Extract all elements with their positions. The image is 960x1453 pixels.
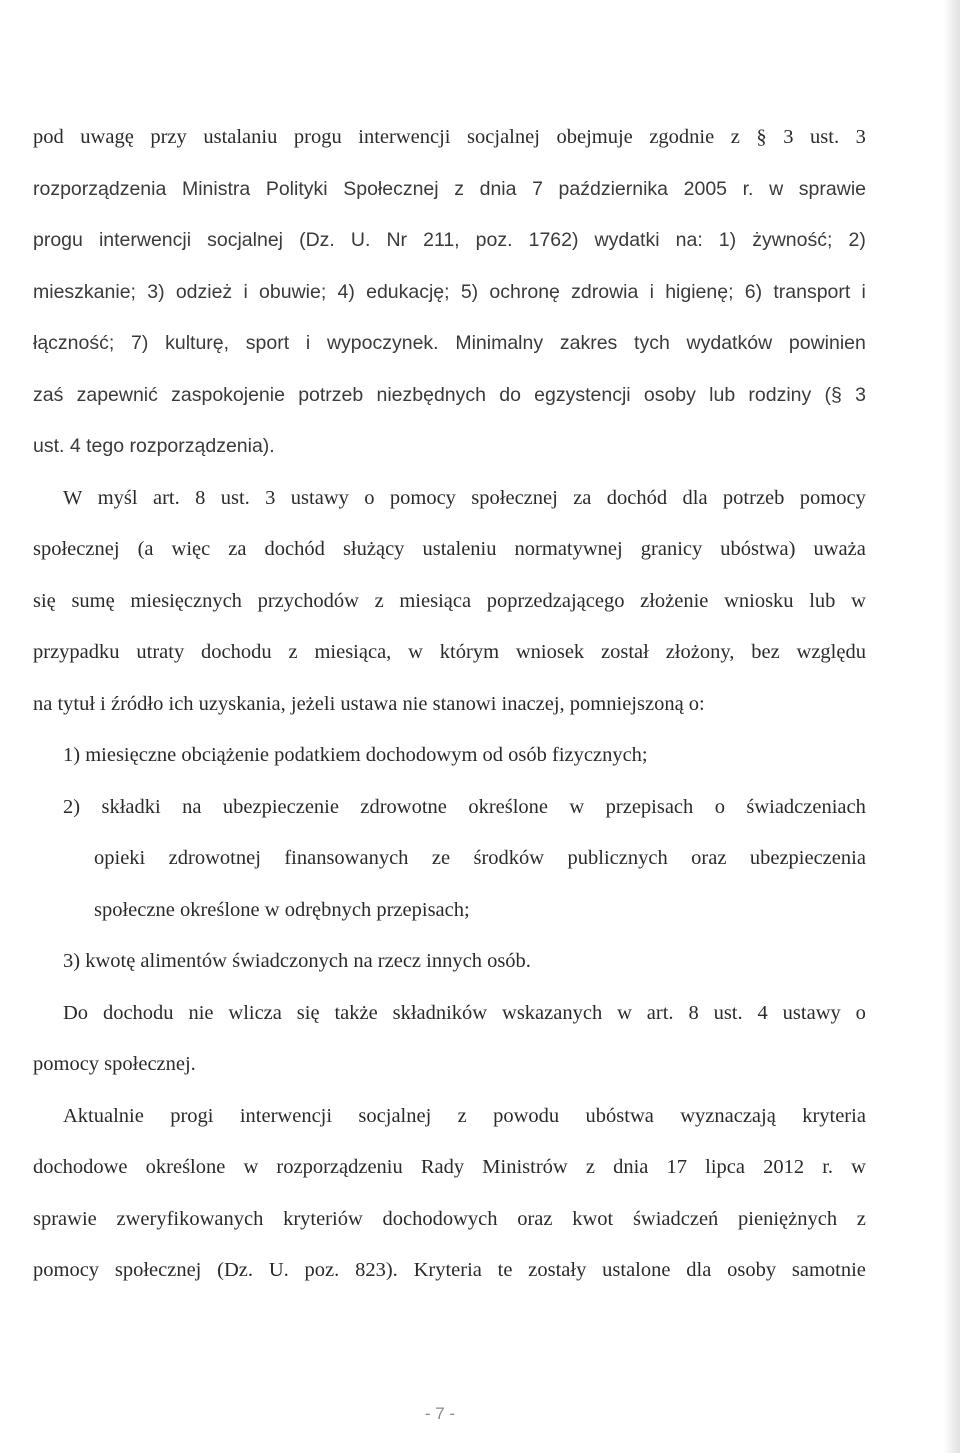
- text-line: łączność; 7) kulturę, sport i wypoczynek. Minimalny zakres tych wydatków powinien: [33, 332, 866, 354]
- text-line: W myśl art. 8 ust. 3 ustawy o pomocy społecznej za dochód dla potrzeb pomocy: [63, 486, 866, 509]
- text-line: 1) miesięczne obciążenie podatkiem dochodowym od osób fizycznych;: [63, 744, 648, 766]
- text-line: pomocy społecznej.: [33, 1053, 196, 1075]
- text-line: rozporządzenia Ministra Polityki Społecznej z dnia 7 października 2005 r. w sprawie: [33, 177, 866, 200]
- text-line: progu interwencji socjalnej (Dz. U. Nr 211, poz. 1762) wydatki na: 1) żywność; 2): [33, 229, 866, 251]
- text-line: społeczne określone w odrębnych przepisach;: [94, 898, 470, 921]
- text-line: społecznej (a więc za dochód służący ustaleniu normatywnej granicy ubóstwa) uważa: [33, 538, 866, 560]
- text-line: ust. 4 tego rozporządzenia).: [33, 435, 275, 457]
- text-line: pod uwagę przy ustalaniu progu interwencji socjalnej obejmuje zgodnie z § 3 ust. 3: [33, 126, 866, 148]
- text-line: sprawie zweryfikowanych kryteriów dochodowych oraz kwot świadczeń pieniężnych z: [33, 1207, 866, 1230]
- text-line: opieki zdrowotnej finansowanych ze środków publicznych oraz ubezpieczenia: [94, 847, 866, 869]
- text-line: przypadku utraty dochodu z miesiąca, w którym wniosek został złożony, bez względu: [33, 641, 866, 663]
- page-number: - 7 -: [424, 1404, 456, 1423]
- text-line: 2) składki na ubezpieczenie zdrowotne określone w przepisach o świadczeniach: [63, 795, 866, 818]
- text-line: się sumę miesięcznych przychodów z miesiąca poprzedzającego złożenie wniosku lub w: [33, 589, 866, 612]
- text-line: mieszkanie; 3) odzież i obuwie; 4) edukację; 5) ochronę zdrowia i higienę; 6) transport i: [33, 280, 866, 303]
- text-line: dochodowe określone w rozporządzeniu Rady Ministrów z dnia 17 lipca 2012 r. w: [33, 1156, 866, 1178]
- text-line: Aktualnie progi interwencji socjalnej z powodu ubóstwa wyznaczają kryteria: [63, 1104, 866, 1127]
- text-line: 3) kwotę alimentów świadczonych na rzecz innych osób.: [63, 950, 531, 972]
- page-edge-shadow: [944, 0, 960, 1453]
- text-line: na tytuł i źródło ich uzyskania, jeżeli ustawa nie stanowi inaczej, pomniejszoną o:: [33, 692, 705, 715]
- document-body: [33, 112, 866, 1297]
- text-line: Do dochodu nie wlicza się także składników wskazanych w art. 8 ust. 4 ustawy o: [63, 1001, 866, 1024]
- text-line: pomocy społecznej (Dz. U. poz. 823). Kryteria te zostały ustalone dla osoby samotnie: [33, 1259, 866, 1281]
- text-line: zaś zapewnić zaspokojenie potrzeb niezbędnych do egzystencji osoby lub rodziny (§ 3: [33, 383, 866, 406]
